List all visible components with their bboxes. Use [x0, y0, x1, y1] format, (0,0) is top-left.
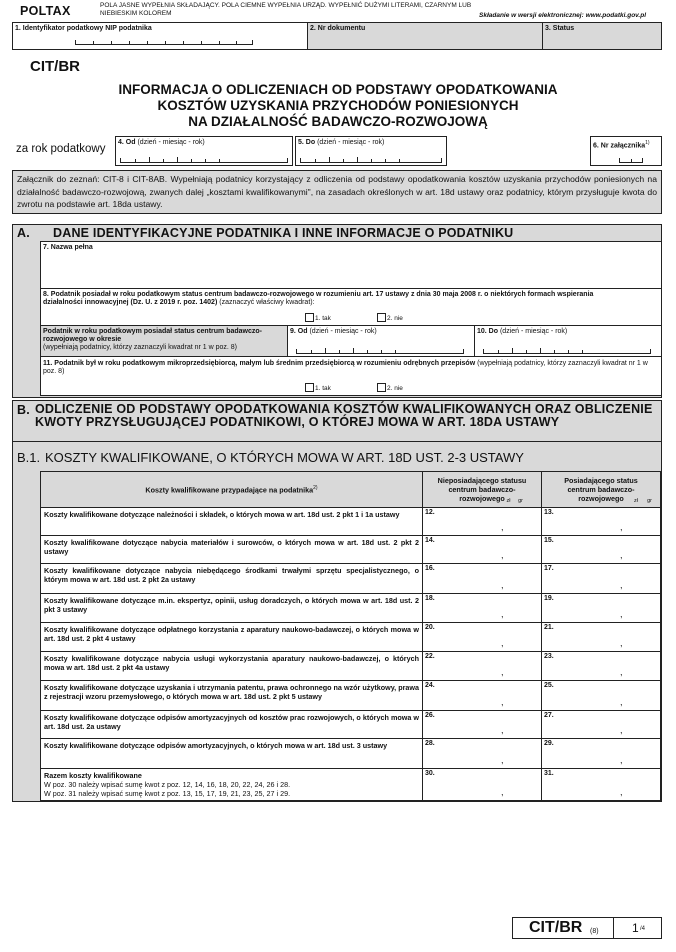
rd-center-no-checkbox[interactable]: [377, 313, 386, 322]
status-from-label: 9. Od (dzień - miesiąc - rok): [290, 328, 377, 335]
cost-input-center[interactable]: 27. ,: [542, 711, 661, 739]
cost-input-center[interactable]: 23. ,: [542, 652, 661, 681]
form-title-line-2: KOSZTÓW UZYSKANIA PRZYCHODÓW PONIESIONYCH: [157, 98, 519, 113]
cost-input-non-center[interactable]: 16. ,: [423, 564, 542, 594]
nip-field[interactable]: [12, 22, 308, 50]
cost-input-center[interactable]: 17. ,: [542, 564, 661, 594]
cost-description: Koszty kwalifikowane dotyczące m.in. ekspertyz, opinii, usług doradczych, o których mowa w art. 18d ust. 2 pkt 3 ustawy: [41, 594, 423, 623]
status-period-box: [40, 325, 288, 357]
fill-instructions: POLA JASNE WYPEŁNIA SKŁADAJĄCY. POLA CIEMNE WYPEŁNIA URZĄD. WYPEŁNIĆ DUŻYMI LITERAMI, CZARNYM LUB NIEBIESKIM KOLOREM: [100, 2, 472, 17]
cost-input-non-center[interactable]: 18. ,: [423, 594, 542, 623]
form-title-line-3: NA DZIAŁALNOŚĆ BADAWCZO-ROZWOJOWĄ: [188, 114, 488, 129]
table-row: [41, 623, 661, 652]
status-period-label: Podatnik w roku podatkowym posiadał status centrum badawczo-rozwojowego w okresie (wypełniają podatnicy, którzy zaznaczyli kwadrat nr 1 w poz. 8): [43, 328, 262, 351]
cost-description: Koszty kwalifikowane dotyczące odpisów amortyzacyjnych od kosztów prac rozwojowych, o których mowa w art. 18d ust. 2a ustawy: [41, 711, 423, 739]
sme-yes-checkbox[interactable]: [305, 383, 314, 392]
section-b1-title: KOSZTY KWALIFIKOWANE, O KTÓRYCH MOWA W ART. 18D UST. 2-3 USTAWY: [45, 450, 524, 465]
nip-comb: [75, 40, 253, 45]
document-number-field: [307, 22, 543, 50]
cost-input-non-center[interactable]: 14. ,: [423, 536, 542, 564]
period-from-comb: [120, 158, 288, 163]
cost-description: Koszty kwalifikowane dotyczące należności i składek, o których mowa w art. 18d ust. 2 pkt 1 i 1a ustawy: [41, 508, 423, 536]
sme-no-checkbox[interactable]: [377, 383, 386, 392]
status-to-comb: [483, 349, 651, 354]
status-field: [542, 22, 662, 50]
full-name-label: 7. Nazwa pełna: [43, 244, 93, 251]
cost-input-non-center[interactable]: 20. ,: [423, 623, 542, 652]
cost-description: Koszty kwalifikowane dotyczące odpłatnego korzystania z aparatury naukowo-badawczej, o których mowa w art. 18d ust. 2 pkt 4 ustawy: [41, 623, 423, 652]
table-row: [41, 594, 661, 623]
section-b1-header: [12, 441, 662, 472]
footer-pages: /4: [640, 926, 646, 932]
cost-input-center[interactable]: 21. ,: [542, 623, 661, 652]
attachment-number-comb: [619, 158, 643, 163]
status-to-label: 10. Do (dzień - miesiąc - rok): [477, 328, 568, 335]
center-column-header: Posiadającego status centrum badawczo-rozwojowego zł gr: [542, 472, 661, 508]
intro-note: [12, 170, 662, 214]
footer-page-number: [613, 917, 662, 939]
footer-code: CIT/BR: [529, 919, 583, 936]
table-row: [41, 681, 661, 711]
status-to-field[interactable]: [474, 325, 662, 357]
costs-column-header: Koszty kwalifikowane przypadające na podatnika$^{2)}$: [41, 472, 423, 508]
poltax-label: POLTAX: [20, 4, 71, 18]
document-number-label: 2. Nr dokumentu: [310, 25, 366, 32]
section-a-header: [12, 224, 662, 242]
sme-option-yes[interactable]: 1. tak: [305, 383, 331, 393]
period-to-comb: [300, 158, 442, 163]
total-description: [41, 769, 423, 801]
tax-year-label: za rok podatkowy: [16, 143, 106, 155]
table-row: [41, 652, 661, 681]
cost-input-center[interactable]: 29. ,: [542, 739, 661, 769]
rd-center-option-no[interactable]: 2. nie: [377, 313, 403, 323]
cost-input-non-center[interactable]: 26. ,: [423, 711, 542, 739]
full-name-field[interactable]: [40, 241, 662, 289]
status-label: 3. Status: [545, 25, 575, 32]
cost-description: Koszty kwalifikowane dotyczące nabycia usługi wykorzystania aparatury naukowo-badawczej, o których mowa w art. 18d ust. 2 pkt 4a ustawy: [41, 652, 423, 681]
period-from-label: 4. Od (dzień - miesiąc - rok): [118, 139, 205, 146]
cost-input-non-center[interactable]: 28. ,: [423, 739, 542, 769]
period-to-field[interactable]: [295, 136, 447, 166]
total-note-31: W poz. 31 należy wpisać sumę kwot z poz. 13, 15, 17, 19, 21, 23, 25, 27 i 29.: [44, 789, 291, 798]
table-row: [41, 711, 661, 739]
sme-status-label: 11. Podatnik był w roku podatkowym mikroprzedsiębiorcą, małym lub średnim przedsiębiorcą w rozumieniu odrębnych przepisów (wypełniają podatnicy, którzy zaznaczyli kwadrat nr 1 w poz. 8): [43, 360, 648, 375]
rd-center-yes-checkbox[interactable]: [305, 313, 314, 322]
table-row: [41, 536, 661, 564]
footer-form-code: [512, 917, 614, 939]
cost-description: Koszty kwalifikowane dotyczące nabycia materiałów i surowców, o których mowa w art. 18d ust. 2 pkt 2 ustawy: [41, 536, 423, 564]
cost-description: Koszty kwalifikowane dotyczące odpisów amortyzacyjnych, o których mowa w art. 18d ust. 3 ustawy: [41, 739, 423, 769]
form-title: [60, 82, 616, 130]
status-from-comb: [296, 349, 464, 354]
rd-center-status-field: [40, 288, 662, 326]
qualified-costs-table: [40, 471, 661, 801]
nip-label: 1. Identyfikator podatkowy NIP podatnika: [15, 25, 152, 32]
section-b1-letter: B.1.: [17, 450, 41, 465]
section-a-letter: A.: [17, 226, 30, 240]
electronic-filing-note: Składanie w wersji elektronicznej: www.podatki.gov.pl: [479, 12, 646, 19]
rd-center-option-yes[interactable]: 1. tak: [305, 313, 331, 323]
section-b-letter: B.: [17, 403, 30, 417]
form-code: CIT/BR: [30, 58, 80, 75]
table-row: [41, 739, 661, 769]
cost-input-non-center[interactable]: 12. ,: [423, 508, 542, 536]
table-row: [41, 508, 661, 536]
period-to-label: 5. Do (dzień - miesiąc - rok): [298, 139, 385, 146]
cost-input-center[interactable]: 25. ,: [542, 681, 661, 711]
table-row-total: [41, 769, 661, 801]
section-b-title: ODLICZENIE OD PODSTAWY OPODATKOWANIA KOSZTÓW KWALIFIKOWANYCH ORAZ OBLICZENIE KWOTY PRZYSŁUGUJĄCEJ PODATNIKOWI, O KTÓREJ MOWA W ART. 18DA USTAWY: [35, 402, 653, 429]
footer-version: (8): [590, 928, 599, 935]
form-title-line-1: INFORMACJA O ODLICZENIACH OD PODSTAWY OPODATKOWANIA: [118, 82, 558, 97]
status-from-field[interactable]: [287, 325, 475, 357]
table-row: [41, 564, 661, 594]
cost-input-center[interactable]: 19. ,: [542, 594, 661, 623]
footer-page: 1: [632, 921, 639, 935]
section-a-title: DANE IDENTYFIKACYJNE PODATNIKA I INNE INFORMACJE O PODATNIKU: [53, 226, 514, 240]
attachment-number-label: 6. Nr załącznika$^{1)}$: [593, 140, 650, 150]
total-note-30: W poz. 30 należy wpisać sumę kwot z poz. 12, 14, 16, 18, 20, 22, 24, 26 i 28.: [44, 780, 291, 789]
cost-input-center[interactable]: 13. ,: [542, 508, 661, 536]
attachment-number-field[interactable]: [590, 136, 662, 166]
non-center-column-header: Nieposiadającego statusu centrum badawczo-rozwojowego zł gr: [423, 472, 542, 508]
total-center[interactable]: 31. ,: [542, 769, 661, 801]
rd-center-status-label: 8. Podatnik posiadał w roku podatkowym status centrum badawczo-rozwojowego w rozumieniu art. 17 ustawy z dnia 30 maja 2008 r. o niektórych formach wspierania działalności innowacyjnej (Dz. U. z 2019 r. poz. 1402) (zaznaczyć właściwy kwadrat):: [43, 291, 594, 306]
total-non-center[interactable]: 30. ,: [423, 769, 542, 801]
sme-status-field: [40, 356, 662, 396]
cost-description: Koszty kwalifikowane dotyczące nabycia niebędącego środkami trwałymi sprzętu specjalistycznego, o którym mowa w art. 18d ust. 2 pkt 2a ustawy: [41, 564, 423, 594]
intro-text: Załącznik do zeznań: CIT-8 i CIT-8AB. Wypełniają podatnicy korzystający z odliczenia od podstawy opodatkowania kosztów uzyskania przychodów poniesionych na działalność badawczo-rozwojową, zwanych dalej „kosztami kwalifikowanymi", na zasadach określonych w art. 18d ustawy oraz podatnicy, którym przysługuje kwota do zwrotu na podstawie art. 18da ustawy.: [17, 174, 657, 209]
cost-input-center[interactable]: 15. ,: [542, 536, 661, 564]
period-from-field[interactable]: [115, 136, 293, 166]
total-title: Razem koszty kwalifikowane: [44, 771, 142, 780]
cost-input-non-center[interactable]: 24. ,: [423, 681, 542, 711]
sme-option-no[interactable]: 2. nie: [377, 383, 403, 393]
section-b-header: [12, 400, 662, 442]
cost-description: Koszty kwalifikowane dotyczące uzyskania i utrzymania patentu, prawa ochronnego na wzór użytkowy, prawa z rejestracji wzoru przemysłowego, o których mowa w art. 18d ust. 2 pkt 5 ustawy: [41, 681, 423, 711]
cost-input-non-center[interactable]: 22. ,: [423, 652, 542, 681]
